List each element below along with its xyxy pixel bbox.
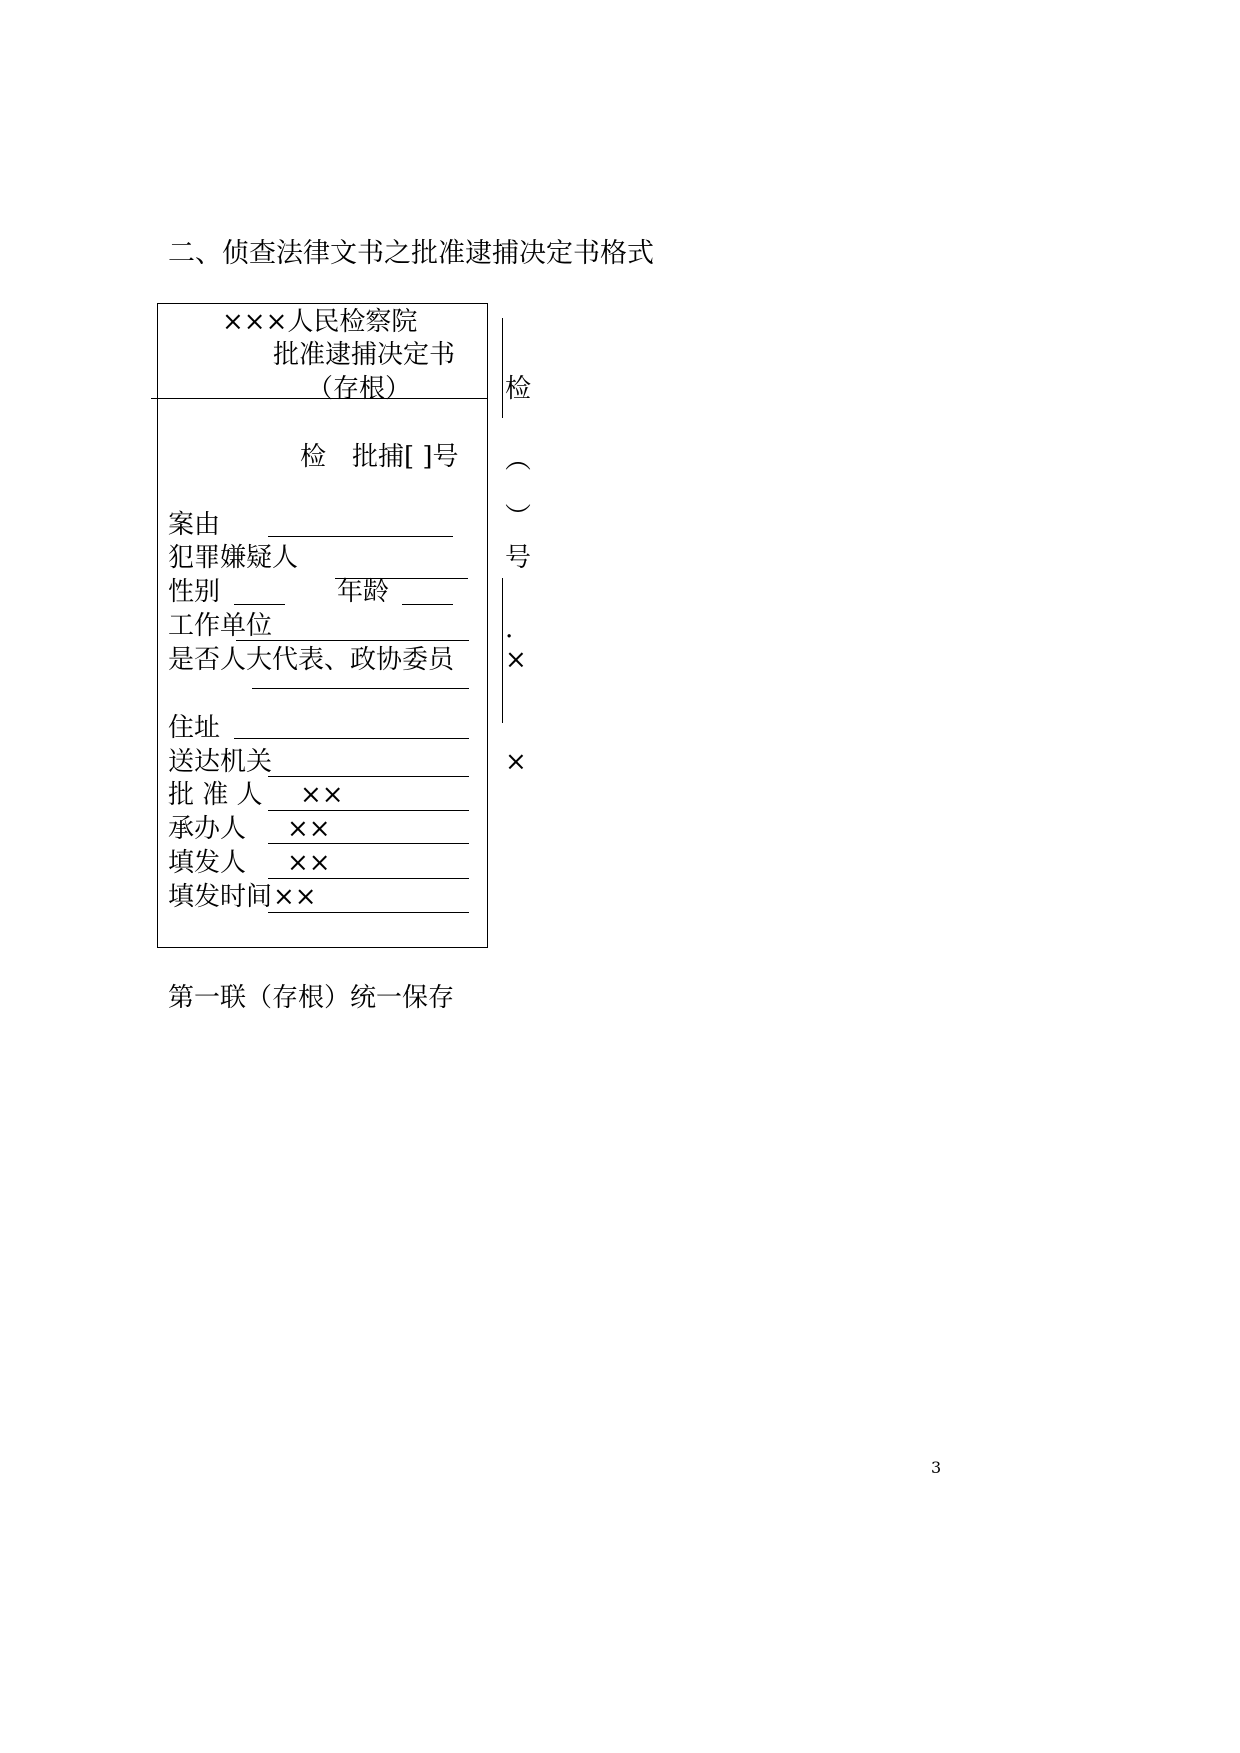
- field-address-label: 住址: [168, 713, 221, 743]
- field-gender-label: 性别: [168, 577, 221, 607]
- header-separator: [151, 398, 487, 399]
- perforation-line-top: [502, 318, 503, 418]
- field-npc-cppcc-label: 是否人大代表、政协委员: [168, 645, 455, 675]
- field-issuer-value: ××: [287, 848, 331, 878]
- field-work-unit-line: [236, 640, 469, 641]
- field-npc-cppcc-line: [252, 688, 469, 689]
- field-issue-time-line: [268, 912, 469, 913]
- perforation-dot: .: [505, 614, 514, 644]
- field-issue-time-value: ××: [273, 882, 317, 912]
- field-issue-time-label: 填发时间: [168, 882, 273, 912]
- field-issuer-label: 填发人: [168, 848, 247, 878]
- stub-title: 批准逮捕决定书: [273, 340, 456, 370]
- footer-note: 第一联（存根）统一保存: [168, 983, 455, 1013]
- stub-org: ×××人民检察院: [222, 307, 418, 337]
- field-suspect-label: 犯罪嫌疑人: [168, 543, 299, 573]
- field-work-unit-label: 工作单位: [168, 611, 273, 641]
- field-delivery-org-label: 送达机关: [168, 747, 273, 777]
- field-handler-label: 承办人: [168, 814, 247, 844]
- page-number: 3: [931, 1458, 942, 1477]
- stub-subtitle: （存根）: [307, 374, 412, 404]
- field-handler-value: ××: [287, 814, 331, 844]
- field-approver-label: 批 准 人: [168, 780, 263, 810]
- field-handler-line: [268, 843, 469, 844]
- perforation-char-jian: 检: [505, 374, 532, 404]
- perforation-bracket-close: ︶: [505, 503, 532, 533]
- field-address-line: [234, 738, 469, 739]
- perforation-bracket-open: ︵: [505, 445, 532, 475]
- doc-no-prefix: 检: [300, 442, 327, 472]
- field-case-reason-label: 案由: [168, 510, 221, 540]
- field-issuer-line: [268, 878, 469, 879]
- section-heading: 二、侦查法律文书之批准逮捕决定书格式: [168, 238, 654, 269]
- doc-no-suffix: 批捕[ ]号: [352, 442, 459, 472]
- perforation-cross-2: ×: [505, 747, 527, 777]
- field-delivery-org-line: [268, 776, 469, 777]
- perforation-line-bottom: [502, 578, 503, 723]
- field-case-reason-line: [268, 536, 453, 537]
- perforation-cross-1: ×: [505, 645, 527, 675]
- field-age-label: 年龄: [337, 577, 390, 607]
- field-gender-line: [234, 604, 285, 605]
- perforation-char-hao: 号: [505, 543, 532, 573]
- field-approver-value: ××: [300, 780, 344, 810]
- field-age-line: [402, 604, 453, 605]
- field-approver-line: [268, 810, 469, 811]
